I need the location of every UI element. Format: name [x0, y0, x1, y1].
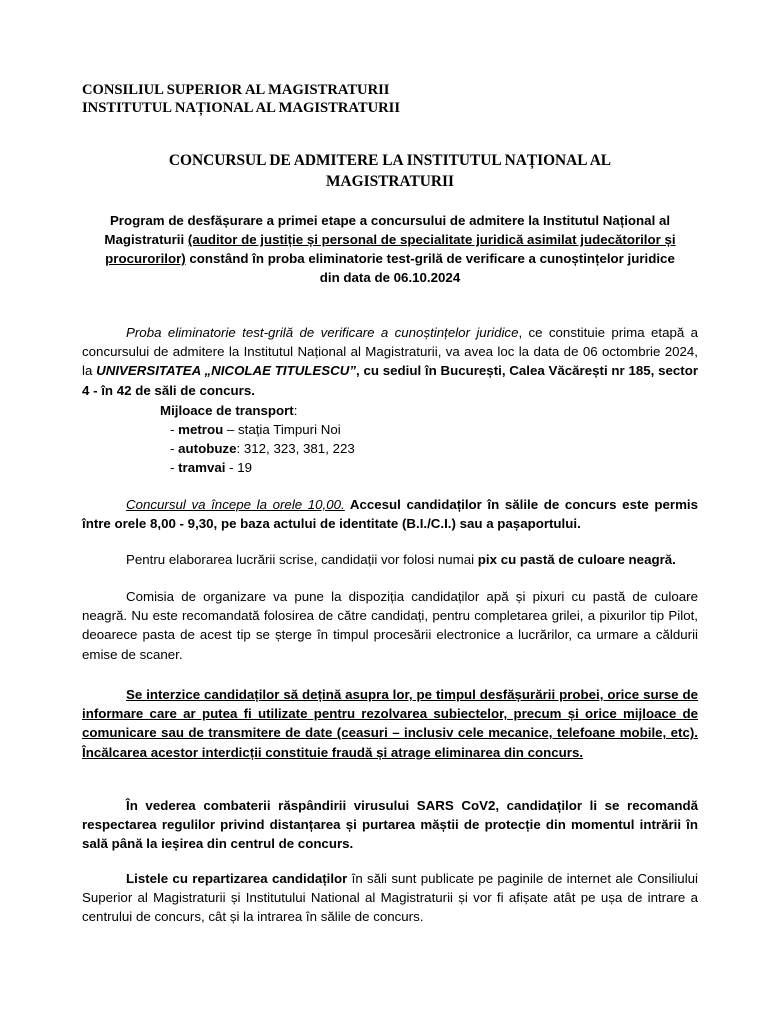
lists-bold: Listele cu repartizarea candidaților: [126, 871, 348, 886]
document-title: [82, 150, 698, 192]
subtitle-underlined: (auditor de justiție și personal de specialitate juridică asimilat judecătorilor și procurorilor): [105, 232, 676, 266]
subtitle-part-1: Program de desfășurare a primei etape a concursului de admitere la Institutul Național al Magistraturii: [104, 213, 671, 247]
venue-name: UNIVERSITATEA „NICOLAE TITULESCU”: [96, 363, 357, 379]
subtitle-text: [82, 211, 698, 268]
paragraph-organizing-committee: Comisia de organizare va pune la dispoziția candidaților apă și pixuri cu pastă de culoare neagră. Nu este recomandată folosirea de către candidați, pentru completarea grilei, a pixurilor tip Pilot, deoarece pasta de acest tip se șterge în timpul procesării electronice a lucrărilor, ca urmare a căldurii emise de scaner.: [82, 589, 698, 662]
issuer-header: [82, 81, 400, 117]
subtitle-date: din data de 06.10.2024: [319, 270, 461, 285]
issuer-line-1: CONSILIUL SUPERIOR AL MAGISTRATURII: [82, 82, 390, 98]
paragraph-prohibitions: Se interzice candidaților să dețină asupra lor, pe timpul desfășurării probei, orice surse de informare care ar putea fi utilizate pentru rezolvarea subiectelor, precum și orice mijloace de comunicare sau de transmitere de date (ceasuri – inclusiv cele mecanice, telefoane mobile, etc). Încălcarea acestor interdicții constituie fraudă și atrage eliminarea din concurs.: [82, 687, 698, 760]
lists-text: în săli sunt publicate pe paginile de internet ale Consiliului Superior al Magistraturii și Institutului National al Magistraturii și vor fi afișate atât pe ușa de intrare a centrului de concurs, cât și la intrarea în sălile de concurs.: [82, 871, 698, 925]
paragraph-pen: [82, 550, 698, 569]
exam-info-text-2: , cu sediul în București, Calea Văcărești nr 185, sector 4 - în 42 de săli de concurs.: [82, 363, 698, 398]
title-line-1: CONCURSUL DE ADMITERE LA INSTITUTUL NAȚIONAL AL: [168, 152, 612, 169]
start-time-lead: Concursul va începe la orele 10,00.: [126, 497, 345, 512]
subtitle-part-2: constând în proba eliminatorie test-grilă de verificare a cunoștințelor juridice: [185, 251, 675, 266]
paragraph-covid: În vederea combaterii răspândirii virusului SARS CoV2, candidaților li se recomandă respectarea regulilor privind distanțarea și purtarea măștii de protecție din momentul intrării în sală până la ieșirea din centrul de concurs.: [82, 798, 698, 852]
paragraph-start-time: [82, 495, 698, 533]
exam-name: Proba eliminatorie test-grilă de verificare a cunoștințelor juridice: [126, 325, 519, 340]
paragraph-exam-info: [82, 323, 698, 400]
transport-bus: - autobuze: 312, 323, 381, 223: [170, 441, 355, 456]
issuer-line-2: INSTITUTUL NAȚIONAL AL MAGISTRATURII: [82, 100, 401, 116]
pen-text: Pentru elaborarea lucrării scrise, candidații vor folosi numai: [126, 552, 478, 567]
paragraph-lists: [82, 869, 698, 927]
document-subtitle: [82, 211, 698, 287]
transport-metro: - metrou – stația Timpuri Noi: [170, 422, 341, 437]
start-time-text: Accesul candidaților în sălile de concurs este permis între orele 8,00 - 9,30, pe baza actului de identitate (B.I./C.I.) sau a pașaportului.: [82, 497, 699, 532]
title-line-2: MAGISTRATURII: [326, 173, 454, 190]
transport-tram: - tramvai - 19: [170, 460, 253, 475]
exam-info-text-1: , ce constituie prima etapă a concursului de admitere la Institutul Național al Magistraturii, va avea loc la data de 06 octombrie 2024, la: [82, 325, 698, 379]
transport-list: [160, 401, 355, 477]
transport-heading: Mijloace de transport:: [160, 403, 298, 418]
pen-bold: pix cu pastă de culoare neagră.: [477, 552, 676, 567]
